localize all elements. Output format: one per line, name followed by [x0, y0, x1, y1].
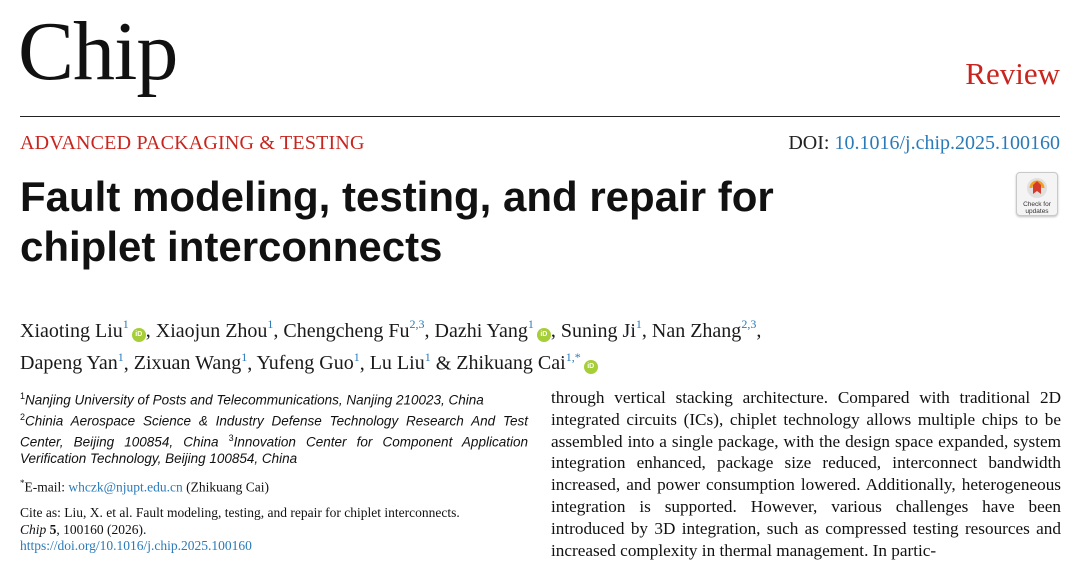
cite-volume: 5: [49, 521, 57, 537]
author-affiliation-mark: 1: [122, 317, 129, 331]
email-label: E-mail:: [24, 479, 65, 494]
orcid-icon[interactable]: iD: [132, 328, 146, 342]
doi: [788, 132, 1060, 155]
author: [369, 349, 431, 375]
doi-label: DOI:: [788, 132, 830, 154]
header-rule: [20, 116, 1060, 117]
affil-number: 2: [20, 412, 26, 422]
author-name: Yufeng Guo: [256, 352, 354, 375]
affiliation-3: Innovation Center for Component Application Verification Technology, Beijing 100854, China: [20, 434, 528, 466]
author-affiliation-mark: 2,3: [409, 317, 425, 331]
cite-prefix: Cite as: Liu, X. et al. Fault modeling, testing, and repair for chiplet interconnects.: [20, 505, 460, 520]
title-line-2: chiplet interconnects: [20, 223, 443, 270]
corresponding-mark: *: [20, 477, 25, 488]
author: [155, 317, 274, 342]
author-affiliation-mark: 1: [241, 349, 248, 364]
author: [456, 349, 597, 375]
affiliation-2: Chinia Aerospace Science & Industry Defense Technology Research And Test Center, Beijing 100854, China: [20, 413, 528, 450]
author-name: Xiaoting Liu: [20, 319, 123, 342]
check-updates-label: Check for updates: [1023, 201, 1051, 215]
author-name: Dapeng Yan: [20, 352, 118, 375]
affil-number: 1: [20, 391, 26, 401]
author-name: Lu Liu: [369, 352, 425, 375]
orcid-icon[interactable]: iD: [584, 360, 598, 374]
author-affiliation-mark: 2,3: [741, 317, 757, 331]
article-title: [20, 172, 940, 272]
author-name: Xiaojun Zhou: [155, 319, 268, 342]
affiliations: [20, 388, 528, 468]
author-affiliation-mark: 1: [635, 317, 642, 331]
section-label: ADVANCED PACKAGING & TESTING: [20, 132, 365, 154]
front-matter: [20, 388, 528, 555]
orcid-icon[interactable]: iD: [537, 328, 551, 342]
author: [651, 317, 757, 342]
author-list: Xiaoting Liu$^1$iD , Xiaojun Zhou$^1$, Chengcheng Fu$^{2,3}$, Dazhi Yang$^1$iD , Suning Ji$^1$, Nan Zhang$^{2,3}$, Dapeng Yan$^1$, Zixuan Wang$^1$, Yufeng Guo$^1$, Lu Liu$^1$ & Zhikuang Cai$^{1,*}$iD: [20, 317, 762, 375]
email-link[interactable]: whczk@njupt.edu.cn: [68, 479, 183, 494]
author-name: Zhikuang Cai: [456, 352, 566, 375]
journal-name: Chip: [18, 5, 178, 98]
author-affiliation-mark: 1: [424, 349, 431, 364]
email-person: (Zhikuang Cai): [186, 479, 270, 494]
cite-rest: , 100160 (2026).: [56, 521, 147, 537]
body-column: [551, 387, 1061, 561]
author-name: Dazhi Yang: [434, 319, 528, 342]
author: [20, 317, 146, 342]
author-name: Suning Ji: [560, 319, 636, 342]
author-affiliation-mark: 1: [267, 317, 274, 331]
article-type: Review: [965, 56, 1060, 91]
cite-journal: Chip: [20, 521, 47, 537]
citation: [20, 505, 528, 555]
author: [283, 317, 425, 342]
check-for-updates-button[interactable]: [1016, 172, 1058, 216]
author: [256, 349, 360, 375]
author-name: Chengcheng Fu: [283, 319, 410, 342]
body-paragraph: through vertical stacking architecture. Compared with traditional 2D integrated circuits (ICs), chiplet technology allows multiple chips to be assembled into a single package, with the design space expanded, system integration enhanced, package size reduced, interconnect bandwidth increased, and power consumption lowered. Additionally, heterogeneous integration is supported. However, various challenges have been introduced by 3D integration, such as compressed testing resources and increased complexity in thermal management. In partic-: [551, 388, 1061, 560]
author-affiliation-mark: 1,*: [565, 349, 581, 364]
author: [560, 317, 642, 342]
author-affiliation-mark: 1: [527, 317, 534, 331]
author-name: Nan Zhang: [651, 319, 742, 342]
author: [133, 349, 248, 375]
author-affiliation-mark: 1: [117, 349, 124, 364]
author-name: Zixuan Wang: [133, 352, 242, 375]
author: [20, 349, 124, 375]
author-affiliation-mark: 1: [353, 349, 360, 364]
doi-link[interactable]: 10.1016/j.chip.2025.100160: [834, 132, 1060, 154]
author: [434, 317, 551, 342]
cite-url-link[interactable]: https://doi.org/10.1016/j.chip.2025.100160: [20, 538, 252, 553]
affiliation-1: Nanjing University of Posts and Telecommunications, Nanjing 210023, China: [25, 392, 484, 408]
corresponding-email: [20, 478, 528, 496]
affil-number: 3: [228, 433, 234, 443]
check-updates-icon: [1025, 176, 1049, 200]
title-line-1: Fault modeling, testing, and repair for: [20, 173, 774, 220]
